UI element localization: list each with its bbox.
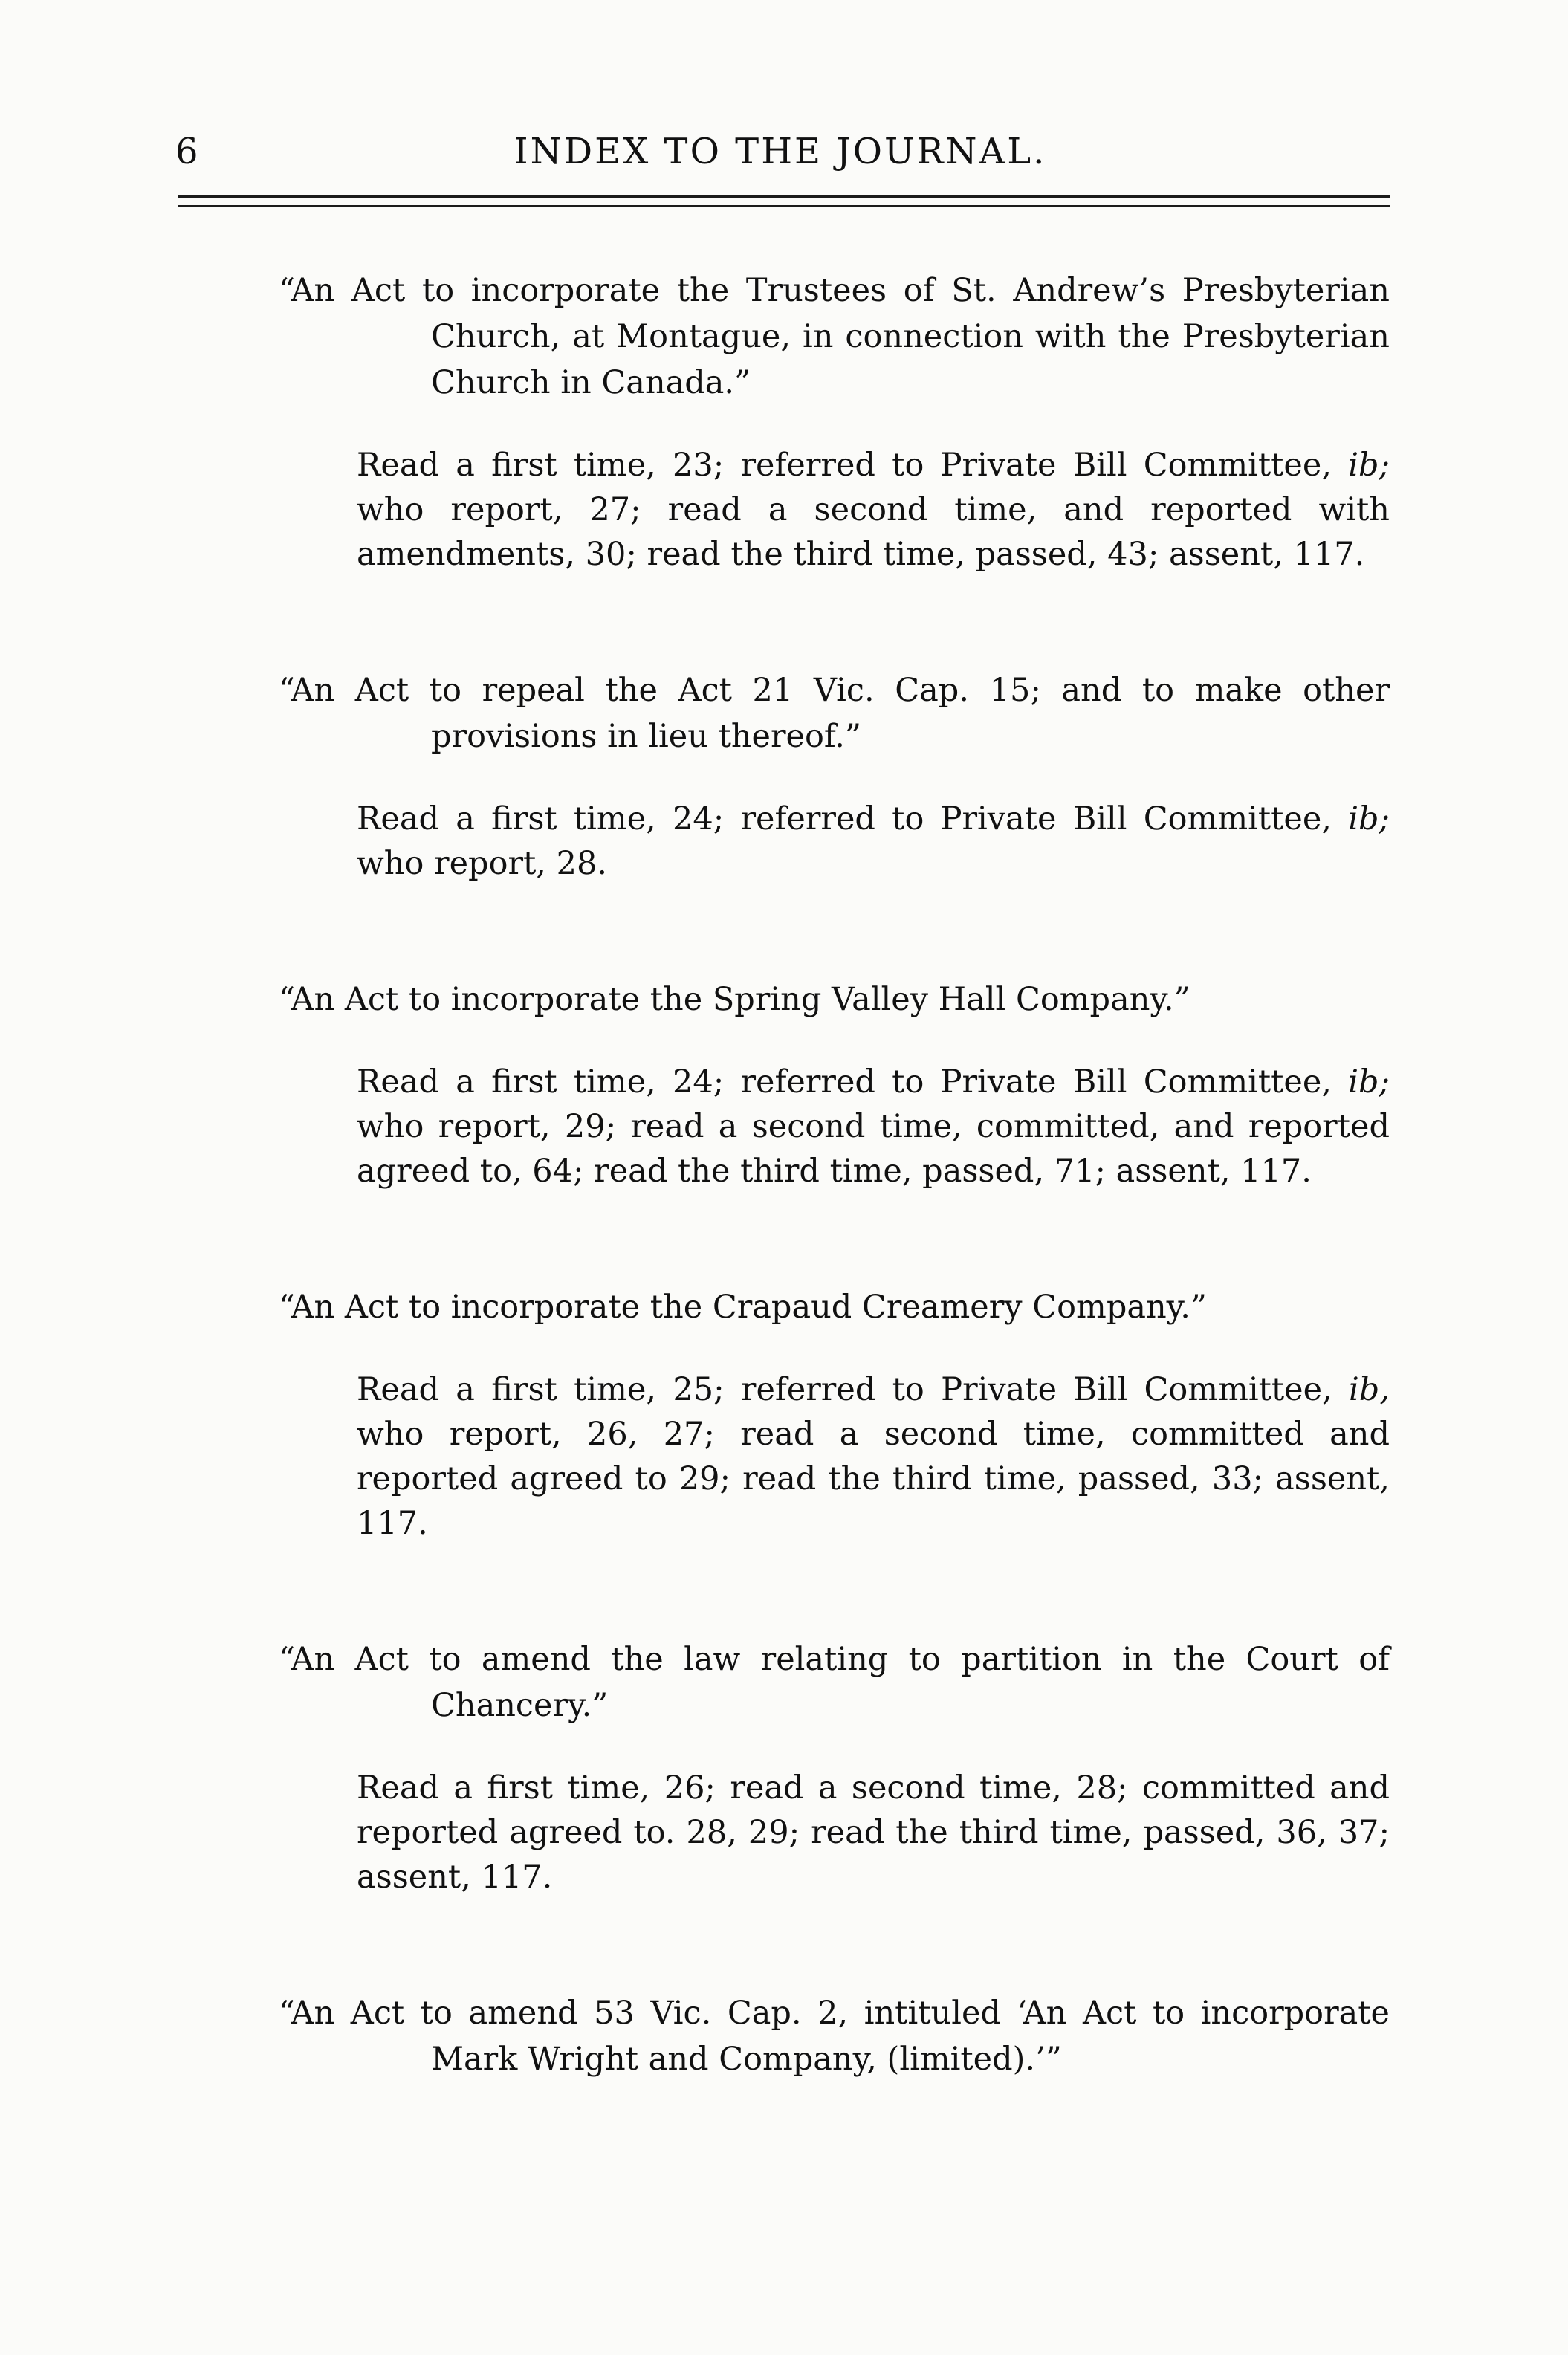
proceedings-text: Read a first time, 23; referred to Private Bill Committee, [357, 447, 1349, 484]
proceedings-text: who report, 26, 27; read a second time, committed and reported agreed to 29; read the third time, passed, 33; assent, 117. [357, 1416, 1390, 1542]
ibid-abbreviation: ib, [1349, 1371, 1390, 1408]
bill-proceedings [279, 797, 1390, 886]
bill-title: “An Act to incorporate the Trustees of St. Andrew’s Presbyterian Church, at Montague, in connection with the Presbyterian Church in Canada.” [279, 272, 1390, 401]
page-number: 6 [175, 131, 198, 172]
bill-title: “An Act to incorporate the Spring Valley Hall Company.” [279, 981, 1190, 1018]
ibid-abbreviation: ib; [1348, 447, 1390, 484]
proceedings-text: Read a first time, 24; referred to Private Bill Committee, [357, 800, 1349, 838]
proceedings-text: who report, 29; read a second time, committed, and reported agreed to, 64; read the third time, passed, 71; assent, 117. [357, 1108, 1390, 1190]
index-entry [279, 268, 1390, 577]
index-entry [279, 1990, 1390, 2082]
proceedings-text: Read a first time, 26; read a second time, 28; committed and reported agreed to. 28, 29; read the third time, passed, 36, 37; assent, 117. [357, 1769, 1390, 1896]
bill-proceedings [279, 1367, 1390, 1546]
proceedings-text: who report, 28. [357, 845, 608, 882]
bill-title: “An Act to incorporate the Crapaud Creamery Company.” [279, 1289, 1207, 1326]
proceedings-text: Read a first time, 24; referred to Private Bill Committee, [357, 1063, 1349, 1101]
ibid-abbreviation: ib; [1348, 1063, 1390, 1101]
page-header [171, 119, 1390, 178]
index-entry [279, 1636, 1390, 1899]
index-entry [279, 1284, 1390, 1546]
proceedings-text: who report, 27; read a second time, and reported with amendments, 30; read the third time, passed, 43; assent, 117. [357, 491, 1390, 573]
bill-title: “An Act to repeal the Act 21 Vic. Cap. 15; and to make other provisions in lieu thereof.” [279, 672, 1390, 755]
bill-proceedings [279, 1766, 1390, 1899]
bill-title: “An Act to amend 53 Vic. Cap. 2, intituled ‘An Act to incorporate Mark Wright and Company, (limited).’” [279, 1995, 1390, 2078]
proceedings-text: Read a first time, 25; referred to Private Bill Committee, [357, 1371, 1350, 1408]
index-entries [279, 268, 1390, 2082]
ibid-abbreviation: ib; [1348, 800, 1390, 838]
header-rule-top [178, 195, 1390, 198]
bill-proceedings [279, 1060, 1390, 1193]
bill-proceedings [279, 443, 1390, 577]
index-entry [279, 667, 1390, 886]
running-title: INDEX TO THE JOURNAL. [514, 131, 1047, 172]
header-rule-bottom [178, 205, 1390, 207]
index-entry [279, 976, 1390, 1193]
bill-title: “An Act to amend the law relating to partition in the Court of Chancery.” [279, 1641, 1390, 1724]
